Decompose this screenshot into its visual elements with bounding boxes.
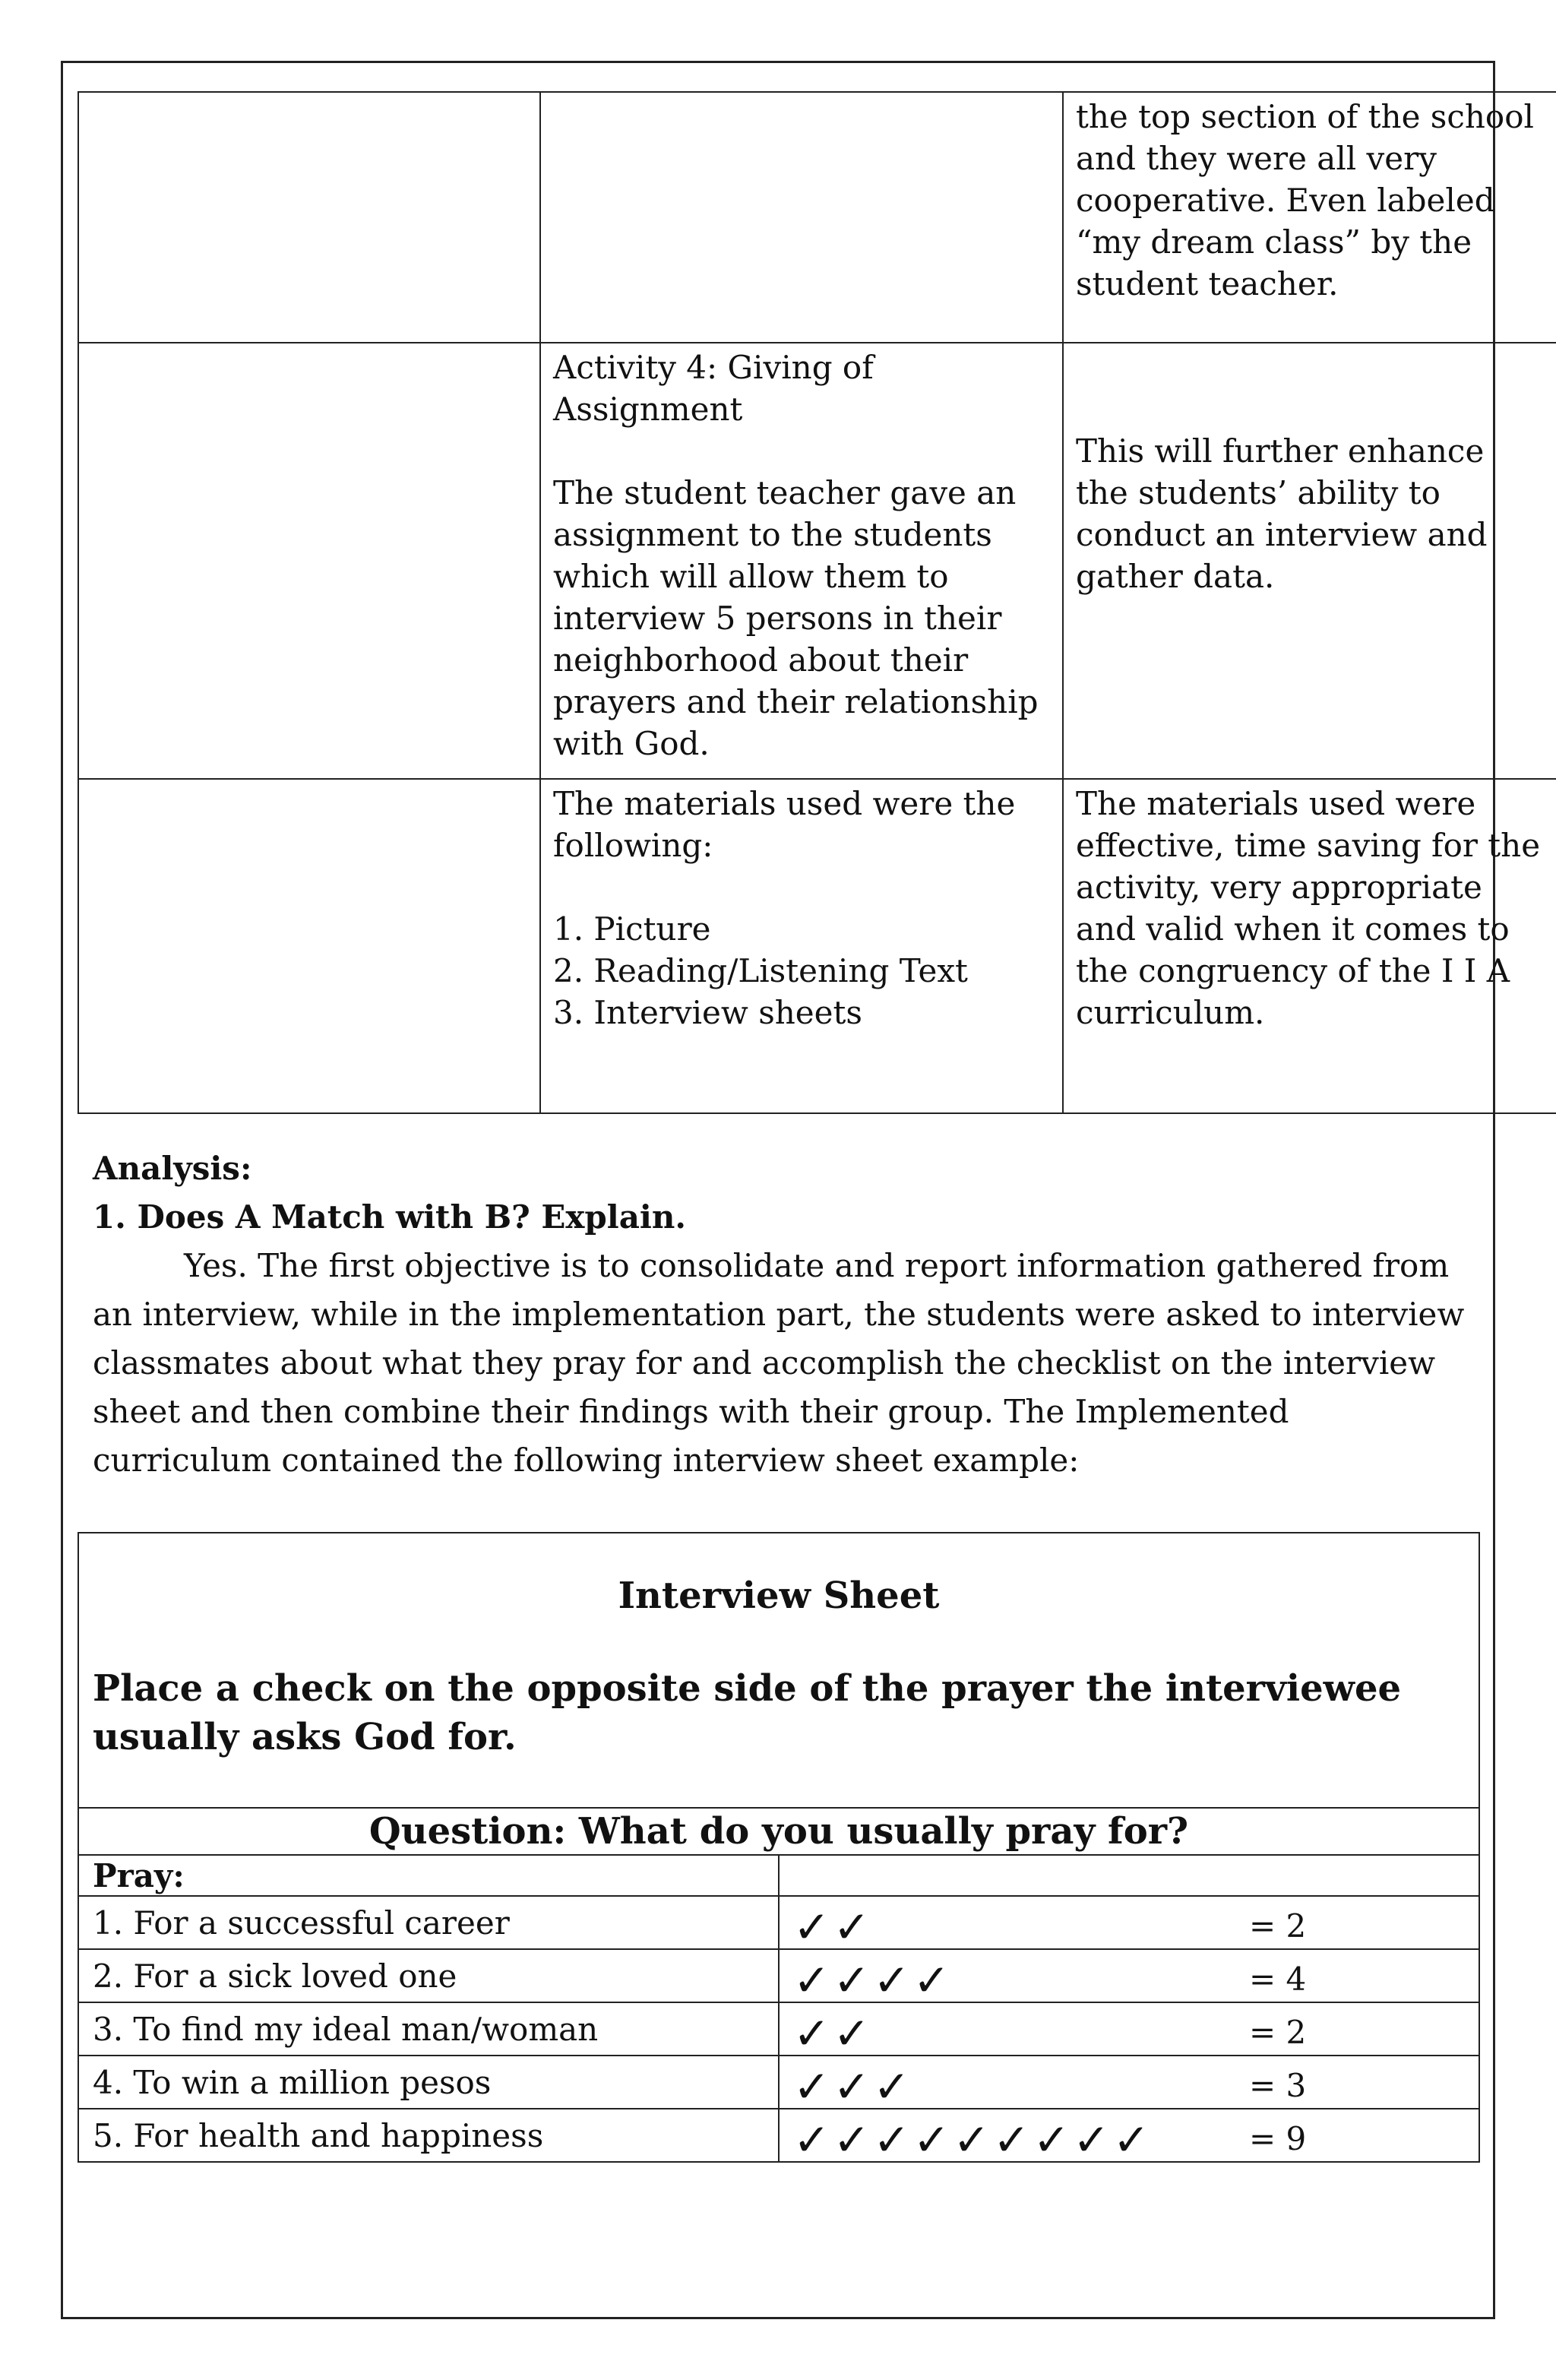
table-cell <box>78 343 540 779</box>
prayer-item: 2. For a sick loved one <box>78 1949 779 2002</box>
table-row <box>78 779 1556 1113</box>
table-cell <box>78 779 540 1113</box>
table-row <box>78 2056 1479 2109</box>
sheet-title: Interview Sheet <box>618 1575 940 1617</box>
tally-cell <box>779 1896 1479 1953</box>
pray-label: Pray: <box>78 1855 779 1896</box>
cell-text: the top section of the school and they were all very cooperative. Even labeled “my dream class” by the student teacher. <box>1076 98 1534 302</box>
tally-cell <box>779 2109 1479 2166</box>
cell-text: The materials used were effective, time saving for the activity, very appropriate and valid when it comes to the congruency of the I I A curriculum. <box>1076 785 1541 1031</box>
prayer-item: 3. To find my ideal man/woman <box>78 2002 779 2056</box>
analysis-section <box>93 1144 1468 1485</box>
checkmark-icon: ✓✓✓✓✓✓✓✓✓ <box>793 2114 1153 2166</box>
interview-sheet-header <box>77 1532 1480 1809</box>
checkmark-icon: ✓✓✓✓ <box>793 1954 954 2006</box>
table-row <box>78 92 1556 343</box>
checkmark-icon: ✓✓✓ <box>793 2061 913 2113</box>
table-cell <box>1063 92 1556 343</box>
table-cell <box>1063 343 1556 779</box>
tally-count: = 9 <box>1249 2120 1307 2157</box>
tally-count: = 2 <box>1249 2014 1307 2051</box>
materials-item: 3. Interview sheets <box>553 994 862 1031</box>
table-row <box>78 1949 1479 2002</box>
tally-count: = 4 <box>1249 1961 1307 1998</box>
activity-description: The student teacher gave an assignment to the students which will allow them to interview 5 persons in their neighborhood about their prayers and their relationship with God. <box>553 474 1039 762</box>
spacer <box>553 430 1050 472</box>
table-row <box>78 2109 1479 2162</box>
materials-item: 2. Reading/Listening Text <box>553 952 968 989</box>
tally-count: = 3 <box>1249 2067 1307 2104</box>
curriculum-table <box>77 91 1556 1114</box>
table-row <box>78 343 1556 779</box>
table-cell <box>1063 779 1556 1113</box>
table-row <box>78 2002 1479 2056</box>
sheet-instruction: Place a check on the opposite side of the prayer the interviewee usually asks God for. <box>93 1667 1402 1758</box>
spacer <box>1076 388 1545 430</box>
activity-title: Activity 4: Giving of Assignment <box>553 349 874 428</box>
prayer-item: 5. For health and happiness <box>78 2109 779 2162</box>
materials-item: 1. Picture <box>553 910 711 948</box>
tally-cell <box>779 2002 1479 2059</box>
table-cell <box>540 779 1063 1113</box>
table-row <box>78 1896 1479 1949</box>
prayer-item: 4. To win a million pesos <box>78 2056 779 2109</box>
table-cell <box>540 343 1063 779</box>
table-row <box>78 1808 1479 1855</box>
analysis-question: 1. Does A Match with B? Explain. <box>93 1198 687 1236</box>
table-cell <box>78 92 540 343</box>
materials-intro: The materials used were the following: <box>553 785 1016 864</box>
analysis-body: Yes. The first objective is to consolidate and report information gathered from an interview, while in the implementation part, the students were asked to interview classmates about what they pray for and accomplish the checklist on the interview sheet and then combine their findings with their group. The Implemented curriculum contained the following interview sheet example: <box>93 1247 1465 1479</box>
checkmark-icon: ✓✓ <box>793 2008 874 2059</box>
table-cell <box>779 1855 1479 1896</box>
cell-text: This will further enhance the students’ ability to conduct an interview and gather data. <box>1076 432 1488 595</box>
table-cell <box>540 92 1063 343</box>
interview-table <box>77 1807 1480 2166</box>
tally-cell <box>779 1949 1479 2006</box>
table-row <box>78 1855 1479 1896</box>
spacer <box>553 866 1050 908</box>
spacer <box>1076 347 1545 388</box>
tally-count: = 2 <box>1249 1907 1307 1945</box>
prayer-item: 1. For a successful career <box>78 1896 779 1949</box>
checkmark-icon: ✓✓ <box>793 1901 874 1953</box>
question-header: Question: What do you usually pray for? <box>78 1808 1479 1855</box>
analysis-heading: Analysis: <box>93 1150 252 1187</box>
tally-cell <box>779 2056 1479 2113</box>
